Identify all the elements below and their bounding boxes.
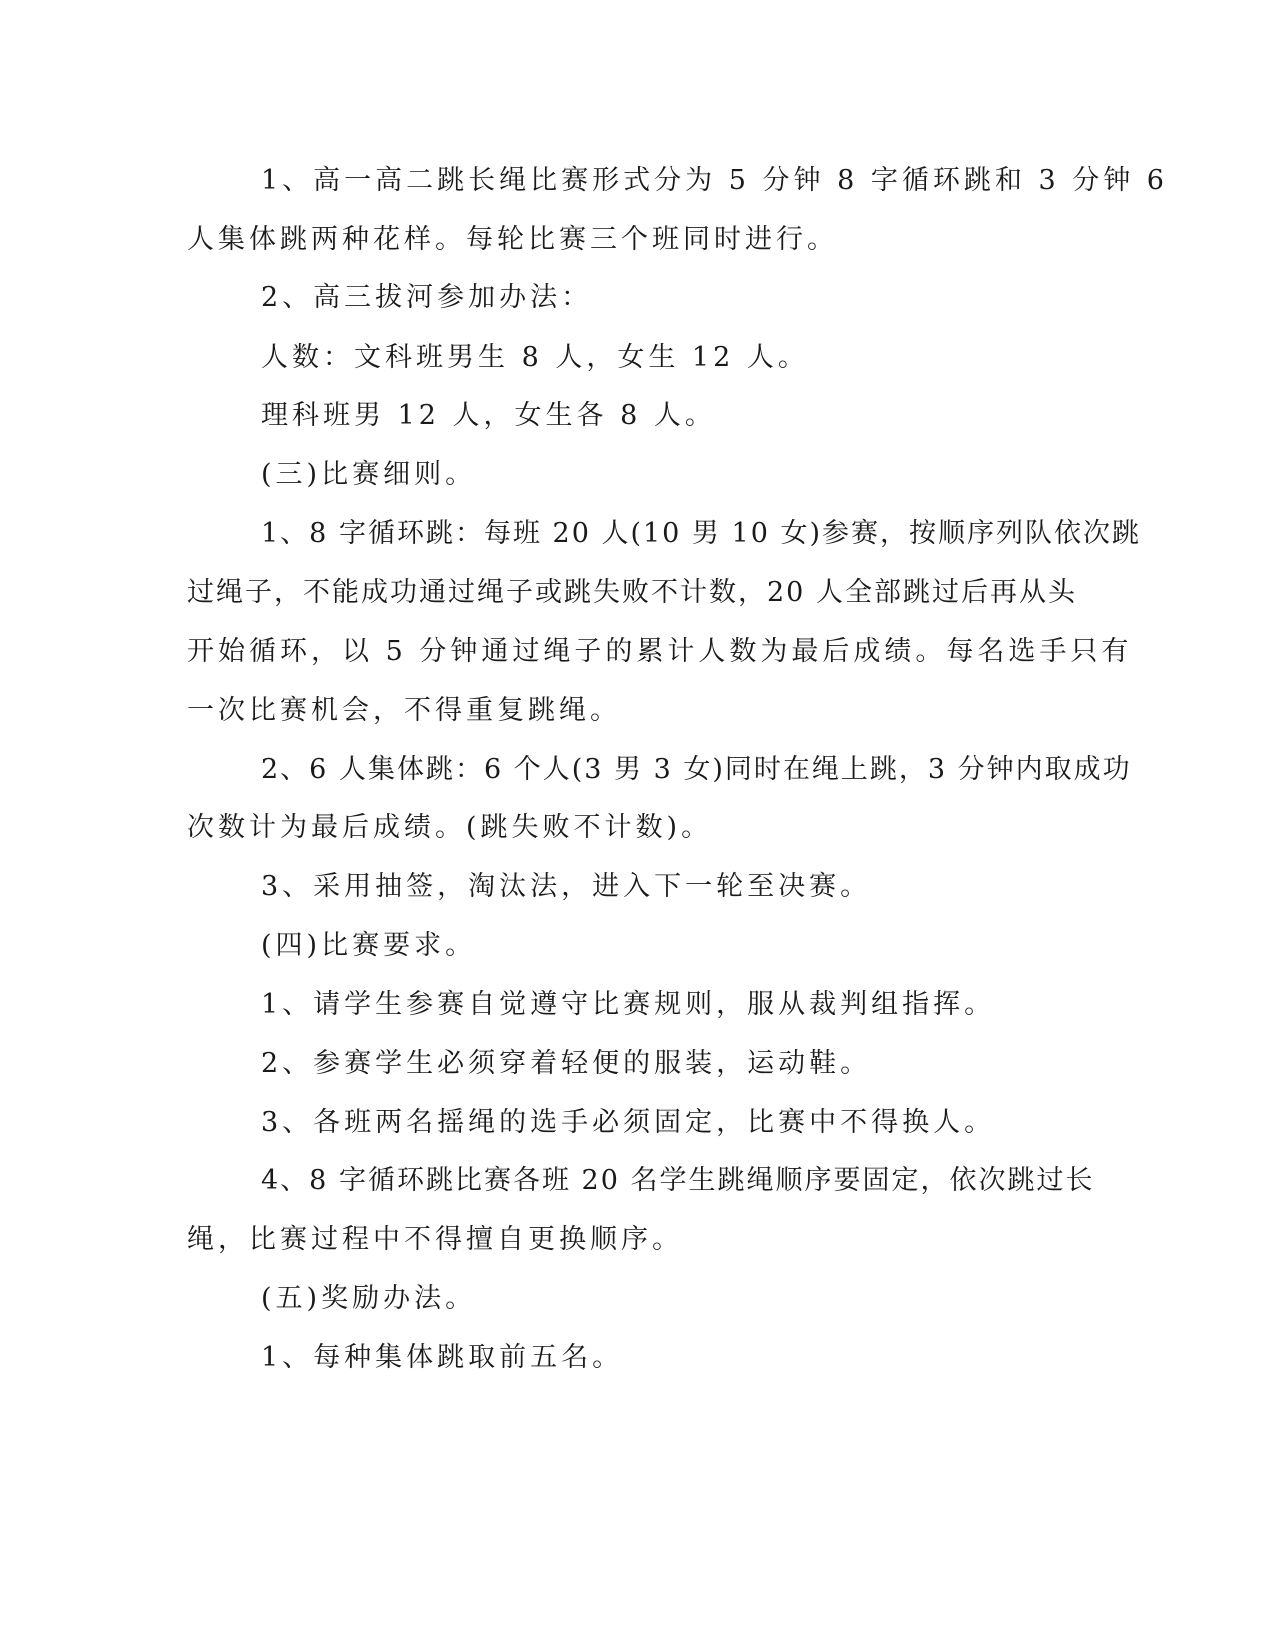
paragraph-line: 次数计为最后成绩。(跳失败不计数)。 — [187, 812, 713, 843]
paragraph-line: 理科班男 12 人，女生各 8 人。 — [261, 400, 716, 431]
paragraph-line: 过绳子，不能成功通过绳子或跳失败不计数，20 人全部跳过后再从头 — [187, 577, 1077, 608]
paragraph-line: 开始循环，以 5 分钟通过绳子的累计人数为最后成绩。每名选手只有 — [187, 636, 1133, 667]
paragraph-line: 人数：文科班男生 8 人，女生 12 人。 — [261, 342, 809, 373]
paragraph-line: 1、8 字循环跳：每班 20 人(10 男 10 女)参赛，按顺序列队依次跳 — [261, 518, 1141, 549]
section-heading: (四)比赛要求。 — [261, 930, 477, 961]
paragraph-line: 3、各班两名摇绳的选手必须固定，比赛中不得换人。 — [261, 1107, 996, 1138]
paragraph-line: 绳，比赛过程中不得擅自更换顺序。 — [187, 1224, 683, 1255]
paragraph-line: 一次比赛机会，不得重复跳绳。 — [187, 695, 621, 726]
paragraph-line: 2、6 人集体跳：6 个人(3 男 3 女)同时在绳上跳，3 分钟内取成功 — [261, 754, 1132, 785]
paragraph-line: 人集体跳两种花样。每轮比赛三个班同时进行。 — [187, 224, 838, 255]
paragraph-line: 2、高三拔河参加办法： — [261, 282, 593, 313]
paragraph-line: 1、高一高二跳长绳比赛形式分为 5 分钟 8 字循环跳和 3 分钟 6 — [261, 165, 1168, 196]
paragraph-line: 1、每种集体跳取前五名。 — [261, 1342, 624, 1373]
section-heading: (三)比赛细则。 — [261, 459, 477, 490]
paragraph-line: 1、请学生参赛自觉遵守比赛规则，服从裁判组指挥。 — [261, 989, 996, 1020]
paragraph-line: 3、采用抽签，淘汰法，进入下一轮至决赛。 — [261, 871, 872, 902]
paragraph-line: 2、参赛学生必须穿着轻便的服装，运动鞋。 — [261, 1048, 872, 1079]
paragraph-line: 4、8 字循环跳比赛各班 20 名学生跳绳顺序要固定，依次跳过长 — [261, 1165, 1095, 1196]
section-heading: (五)奖励办法。 — [261, 1283, 477, 1314]
